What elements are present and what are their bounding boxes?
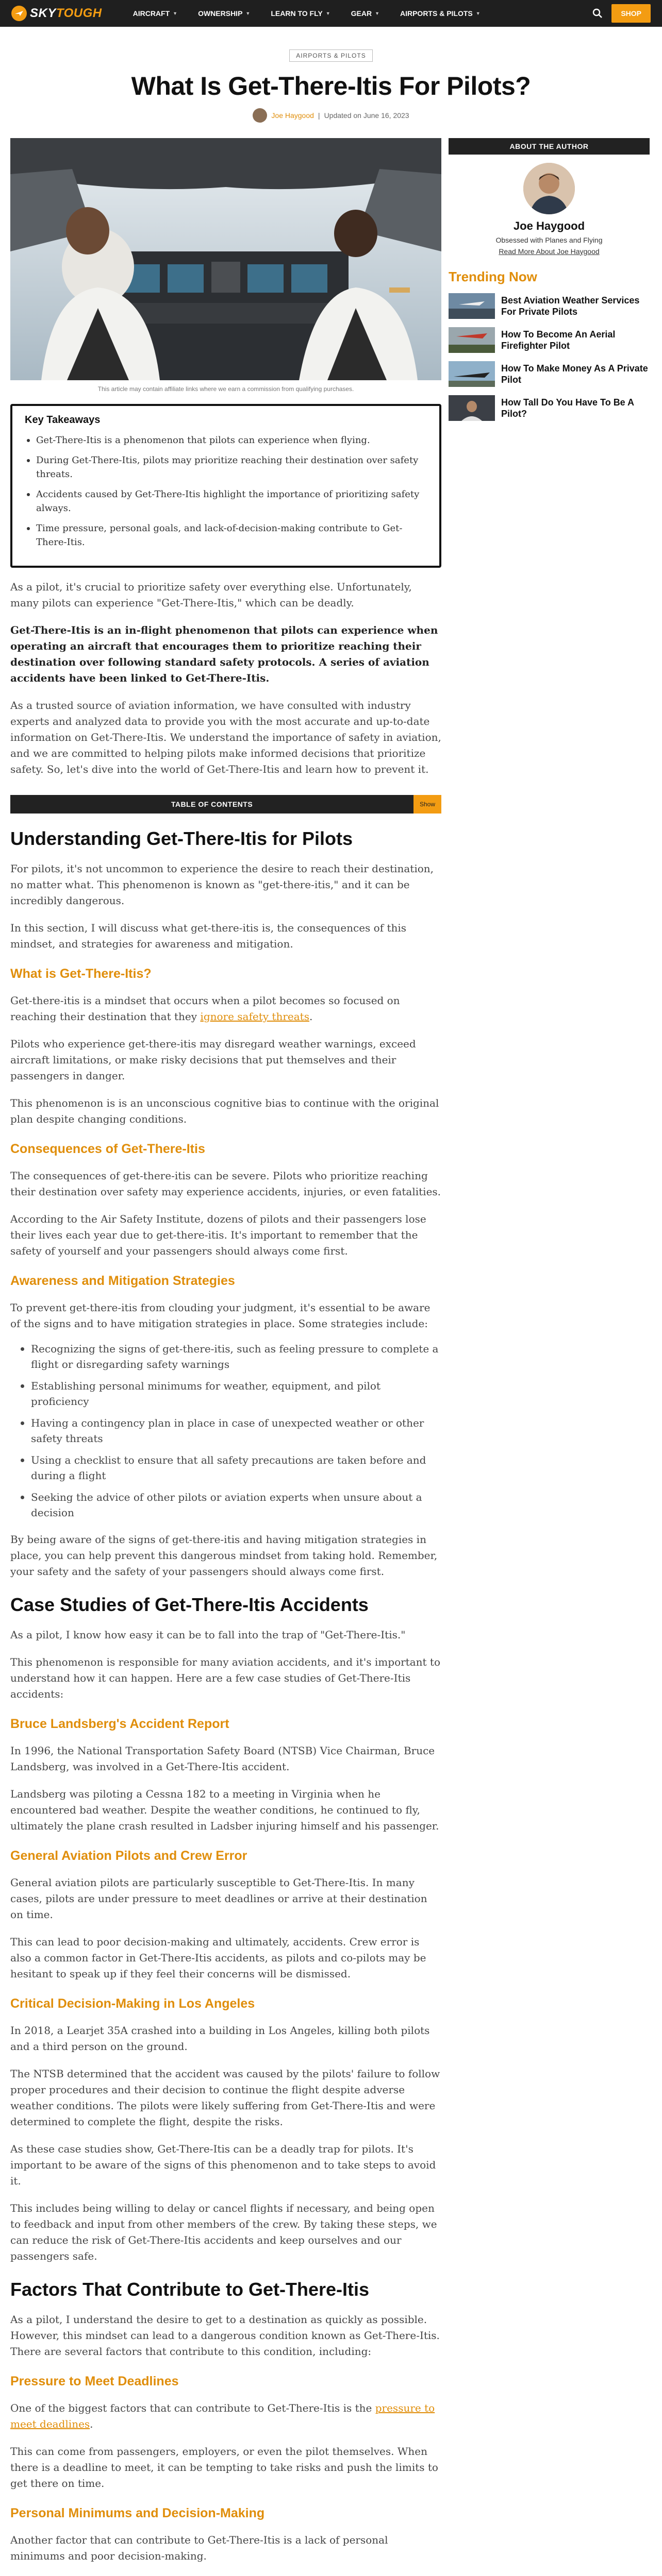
trending-thumbnail	[449, 395, 495, 421]
paragraph: This phenomenon is responsible for many aviation accidents, and it's important to understand how it can happen. Here are a few case studies of Get-There-Itis accidents:	[10, 1656, 440, 1700]
main-menu	[123, 9, 491, 18]
intro-summary: Get-There-Itis is an in-flight phenomenon that pilots can experience when operating an aircraft that encourages them to prioritize reaching their destination over following standard safety protocols. A series of aviation accidents have been linked to Get-There-Itis.	[10, 624, 438, 684]
trending-thumbnail	[449, 327, 495, 353]
author-link[interactable]: Joe Haygood	[271, 111, 314, 120]
paragraph: As a pilot, I know how easy it can be to fall into the trap of "Get-There-Itis."	[10, 1629, 406, 1641]
paragraph: This includes being willing to delay or cancel flights if necessary, and being open to feedback and input from other members of the crew. By taking these steps, we can reduce the risk of Get-There-Itis accidents and keep ourselves and our passengers safe.	[10, 2202, 437, 2262]
chevron-down-icon: ▼	[475, 11, 481, 16]
avatar	[253, 108, 267, 123]
subsection-heading: Bruce Landsberg's Accident Report	[10, 1717, 229, 1731]
top-nav	[0, 0, 662, 27]
trending-item[interactable]: Best Aviation Weather Services For Private Pilots	[449, 293, 650, 319]
article-body	[10, 138, 441, 2576]
paragraph: According to the Air Safety Institute, dozens of pilots and their passengers lose their lives each year due to get-there-itis. It's important to remember that the safety of yourself and your passengers should always come first.	[10, 1213, 426, 1257]
trending-thumbnail	[449, 361, 495, 387]
list-item: Having a contingency plan in place in case of unexpected weather or other safety threats	[10, 1415, 441, 1446]
intro-paragraph: As a pilot, it's crucial to prioritize safety over everything else. Unfortunately, many pilots can experience "Get-There-Itis," which can be deadly.	[10, 581, 412, 609]
trending-item[interactable]: How To Become An Aerial Firefighter Pilot	[449, 327, 650, 353]
table-of-contents	[10, 795, 441, 814]
byline	[0, 108, 662, 123]
list-item: Seeking the advice of other pilots or aviation experts when unsure about a decision	[10, 1489, 441, 1520]
section-heading: Factors That Contribute to Get-There-Itis	[10, 2279, 370, 2300]
hero-image	[10, 138, 441, 380]
subsection-heading: Awareness and Mitigation Strategies	[10, 1274, 235, 1288]
intro-paragraph: As a trusted source of aviation information, we have consulted with industry experts and analyzed data to provide you with the most accurate and up-to-date information on Get-There-Itis. We understand the importance of safety in aviation, and we are committed to helping pilots make informed decisions that prioritize safety. So, let's dive into the world of Get-There-Itis and learn how to prevent it.	[10, 699, 441, 775]
paragraph: In this section, I will discuss what get-there-itis is, the consequences of this mindset, and strategies for awareness and mitigation.	[10, 922, 407, 950]
paragraph: This phenomenon is is an unconscious cognitive bias to continue with the original plan despite changing conditions.	[10, 1097, 439, 1125]
menu-item-gear[interactable]: GEAR ▼	[351, 9, 379, 18]
trending-item[interactable]: How To Make Money As A Private Pilot	[449, 361, 650, 387]
paragraph: As a pilot, I understand the desire to get to a destination as quickly as possible. However, this mindset can lead to a dangerous condition known as Get-There-Itis. There are several factors that contribute to this condition, including:	[10, 2313, 440, 2358]
category-badge[interactable]: AIRPORTS & PILOTS	[289, 49, 372, 62]
list-item: Accidents caused by Get-There-Itis highlight the importance of prioritizing safety always.	[25, 487, 427, 515]
site-logo[interactable]	[11, 6, 102, 21]
paragraph: This can come from passengers, employers, or even the pilot themselves. When there is a deadline to meet, it can be tempting to take risks and push the limits to get there on time.	[10, 2445, 438, 2489]
chevron-down-icon: ▼	[173, 11, 178, 16]
article-header	[0, 49, 662, 123]
menu-item-learn-to-fly[interactable]: LEARN TO FLY ▼	[271, 9, 330, 18]
byline-separator: |	[318, 111, 320, 120]
section-heading: Understanding Get-There-Itis for Pilots	[10, 828, 353, 849]
trending-title: Trending Now	[449, 269, 537, 284]
list-item: Time pressure, personal goals, and lack-of-decision-making contribute to Get-There-Itis.	[25, 521, 427, 549]
toc-label: TABLE OF CONTENTS	[10, 795, 413, 814]
updated-date: Updated on June 16, 2023	[324, 111, 409, 120]
chevron-down-icon: ▼	[325, 11, 330, 16]
key-takeaways-box	[10, 404, 441, 568]
paragraph: In 1996, the National Transportation Safety Board (NTSB) Vice Chairman, Bruce Landsberg, was involved in a Get-There-Itis accident.	[10, 1744, 435, 1773]
subsection-heading: What is Get-There-Itis?	[10, 967, 152, 981]
list-item: During Get-There-Itis, pilots may prioritize reaching their destination over safety threats.	[25, 453, 427, 481]
author-card	[449, 155, 650, 256]
shop-button[interactable]: SHOP	[611, 4, 651, 23]
paragraph: Landsberg was piloting a Cessna 182 to a meeting in Virginia when he encountered bad weather. Despite the weather conditions, he continued to fly, ultimately the plane crash resulted in Ladsber injuring himself and his passenger.	[10, 1788, 439, 1832]
paragraph: The NTSB determined that the accident was caused by the pilots' failure to follow proper procedures and their decision to continue the flight despite adverse weather conditions. The pilots were likely suffering from Get-There-Itis and were determined to complete the flight, despite the risks.	[10, 2067, 440, 2128]
author-tagline: Obsessed with Planes and Flying	[495, 236, 603, 244]
page-title: What Is Get-There-Itis For Pilots?	[131, 72, 531, 100]
list-item: Recognizing the signs of get-there-itis, such as feeling pressure to complete a flight or disregarding safety warnings	[10, 1341, 441, 1372]
sidebar	[449, 138, 650, 421]
subsection-heading: Consequences of Get-There-Itis	[10, 1142, 205, 1156]
search-icon[interactable]	[590, 6, 605, 21]
ignore-safety-threats-link[interactable]: ignore safety threats	[200, 1010, 309, 1023]
paragraph: Get-there-itis is a mindset that occurs when a pilot becomes so focused on reaching their destination that they ignore safety threats.	[10, 994, 400, 1023]
paragraph: For pilots, it's not uncommon to experience the desire to reach their destination, no matter what. This phenomenon is known as "get-there-itis," and it can be incredibly dangerous.	[10, 862, 434, 907]
paragraph: By being aware of the signs of get-there-itis and having mitigation strategies in place, you can help prevent this dangerous mindset from taking hold. Remember, your safety and the safety of your passengers should always come first.	[10, 1533, 438, 1578]
subsection-heading: Pressure to Meet Deadlines	[10, 2374, 179, 2388]
chevron-down-icon: ▼	[375, 11, 379, 16]
trending-item[interactable]: How Tall Do You Have To Be A Pilot?	[449, 395, 650, 421]
list-item: Get-There-Itis is a phenomenon that pilots can experience when flying.	[25, 433, 427, 447]
about-author-title: ABOUT THE AUTHOR	[449, 138, 650, 155]
author-more-link[interactable]: Read More About Joe Haygood	[499, 247, 600, 256]
subsection-heading: General Aviation Pilots and Crew Error	[10, 1849, 247, 1863]
menu-item-ownership[interactable]: OWNERSHIP ▼	[198, 9, 251, 18]
subsection-heading: Personal Minimums and Decision-Making	[10, 2506, 265, 2520]
key-takeaways-title: Key Takeaways	[25, 414, 101, 426]
trending-thumbnail	[449, 293, 495, 319]
chevron-down-icon: ▼	[245, 11, 251, 16]
toc-show-button[interactable]: Show	[413, 795, 441, 814]
paragraph: Pilots who experience get-there-itis may disregard weather warnings, exceed aircraft limitations, or make risky decisions that put themselves and their passengers in danger.	[10, 1038, 416, 1082]
menu-item-airports-pilots[interactable]: AIRPORTS & PILOTS ▼	[400, 9, 481, 18]
paragraph: In 2018, a Learjet 35A crashed into a building in Los Angeles, killing both pilots and a third person on the ground.	[10, 2024, 430, 2053]
pressure-to-meet-deadlines-link[interactable]: pressure to meet deadlines	[10, 2402, 435, 2430]
subsection-heading: Critical Decision-Making in Los Angeles	[10, 1996, 255, 2011]
menu-item-aircraft[interactable]: AIRCRAFT ▼	[133, 9, 178, 18]
affiliate-disclaimer: This article may contain affiliate links where we earn a commission from qualifying purchases.	[97, 385, 354, 393]
paragraph: General aviation pilots are particularly susceptible to Get-There-Itis. In many cases, pilots are under pressure to meet deadlines or arrive at their destination on time.	[10, 1876, 427, 1921]
list-item: Establishing personal minimums for weather, equipment, and pilot proficiency	[10, 1378, 441, 1409]
paragraph: This can lead to poor decision-making and ultimately, accidents. Crew error is also a common factor in Get-There-Itis accidents, as pilots and co-pilots may be hesitant to speak up if they feel their concerns will be dismissed.	[10, 1936, 426, 1980]
section-heading: Case Studies of Get-There-Itis Accidents	[10, 1594, 369, 1615]
paragraph: As these case studies show, Get-There-Itis can be a deadly trap for pilots. It's important to be aware of the signs of this phenomenon and to take steps to avoid it.	[10, 2143, 436, 2187]
paragraph: To prevent get-there-itis from clouding your judgment, it's essential to be aware of the signs and to have mitigation strategies in place. Some strategies include:	[10, 1301, 431, 1330]
author-name: Joe Haygood	[513, 219, 585, 232]
plane-logo-icon	[11, 6, 27, 21]
logo-text: SKYTOUGH	[30, 6, 102, 20]
paragraph: Another factor that can contribute to Get-There-Itis is a lack of personal minimums and poor decision-making.	[10, 2534, 388, 2562]
list-item: Using a checklist to ensure that all safety precautions are taken before and during a flight	[10, 1452, 441, 1483]
paragraph: The consequences of get-there-itis can be severe. Pilots who prioritize reaching their destination over safety may experience accidents, injuries, or even fatalities.	[10, 1170, 441, 1198]
author-avatar	[523, 163, 575, 214]
paragraph: One of the biggest factors that can contribute to Get-There-Itis is the pressure to meet deadlines.	[10, 2402, 435, 2430]
